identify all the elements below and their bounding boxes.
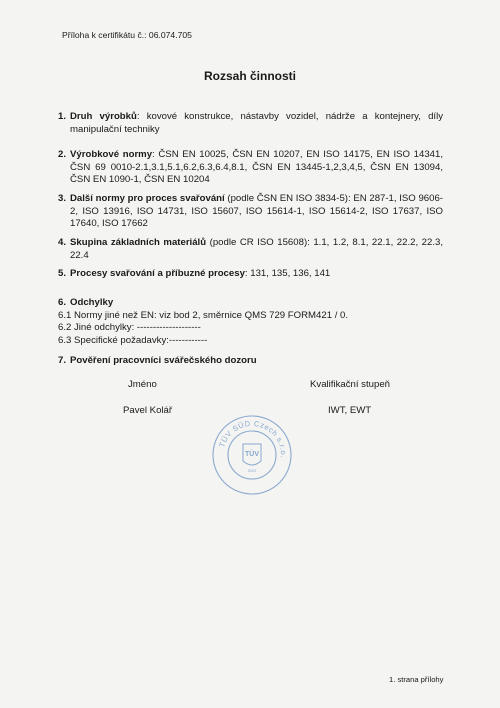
section-welding-processes — [58, 268, 443, 281]
section-number: 4. — [58, 237, 67, 248]
deviation-line: 6.3 Specifické požadavky:------------ — [58, 334, 208, 346]
section-label: Skupina základních materiálů — [70, 237, 207, 248]
section-text: : 131, 135, 136, 141 — [244, 268, 331, 279]
section-label: Další normy pro proces svařování — [70, 193, 225, 204]
tuv-sud-stamp — [211, 414, 293, 496]
section-text: : kovové konstrukce, nástavby vozidel, nádrže a kontejnery, díly manipulační techniky — [70, 111, 444, 135]
section-label: Procesy svařování a příbuzné procesy — [70, 268, 245, 279]
deviation-line: 6.2 Jiné odchylky: -------------------- — [58, 322, 201, 333]
stamp-logo: TÜV — [245, 451, 259, 458]
section-product-type — [58, 111, 443, 136]
section-deviations — [58, 297, 443, 347]
section-welding-standards — [58, 193, 443, 231]
section-product-standards — [58, 149, 443, 187]
section-label: Výrobkové normy — [70, 149, 153, 160]
section-label: Pověření pracovníci svářečského dozoru — [70, 355, 257, 366]
supervisor-name: Pavel Kolář — [123, 405, 173, 416]
section-supervisors — [58, 355, 443, 368]
page-number-note: 1. strana přílohy — [389, 675, 444, 684]
section-text: (podle CR ISO 15608): 1.1, 1.2, 8.1, 22.1, 22.2, 22.3, 22.4 — [70, 237, 444, 261]
section-number: 6. — [58, 297, 67, 308]
stamp-logo-sub: SÜD — [247, 468, 257, 473]
section-text: : ČSN EN 10025, ČSN EN 10207, EN ISO 14175, EN ISO 14341, ČSN 69 0010-2.1,3.1,5.1,6.2,6.3,6.4,8.1, ČSN EN 13445-1,2,3,4,5, ČSN EN 13094, ČSN EN 1090-1, ČSN EN 10204 — [70, 149, 443, 185]
section-number: 2. — [58, 149, 67, 160]
section-label: Druh výrobků — [70, 111, 137, 122]
qualification-column-header: Kvalifikační stupeň — [310, 379, 390, 390]
section-number: 5. — [58, 268, 67, 279]
stamp-ring-text: TÜV SÜD Czech s.r.o. — [217, 418, 289, 459]
section-number: 7. — [58, 355, 67, 366]
document-title: Rozsah činnosti — [203, 69, 296, 83]
section-text: (podle ČSN EN ISO 3834-5): EN 287-1, ISO 9606-2, ISO 13916, ISO 14731, ISO 15607, ISO 15614-1, ISO 15614-2, ISO 17637, ISO 17640, ISO 17662 — [70, 193, 443, 229]
section-base-materials — [58, 237, 443, 262]
section-number: 1. — [58, 111, 67, 122]
deviation-line: 6.1 Normy jiné než EN: viz bod 2, směrnice QMS 729 FORM421 / 0. — [58, 309, 349, 321]
name-column-header: Jméno — [128, 379, 157, 390]
certificate-reference: Příloha k certifikátu č.: 06.074.705 — [62, 30, 192, 40]
section-number: 3. — [58, 193, 67, 204]
section-label: Odchylky — [70, 297, 114, 308]
supervisor-qualification: IWT, EWT — [328, 405, 372, 416]
